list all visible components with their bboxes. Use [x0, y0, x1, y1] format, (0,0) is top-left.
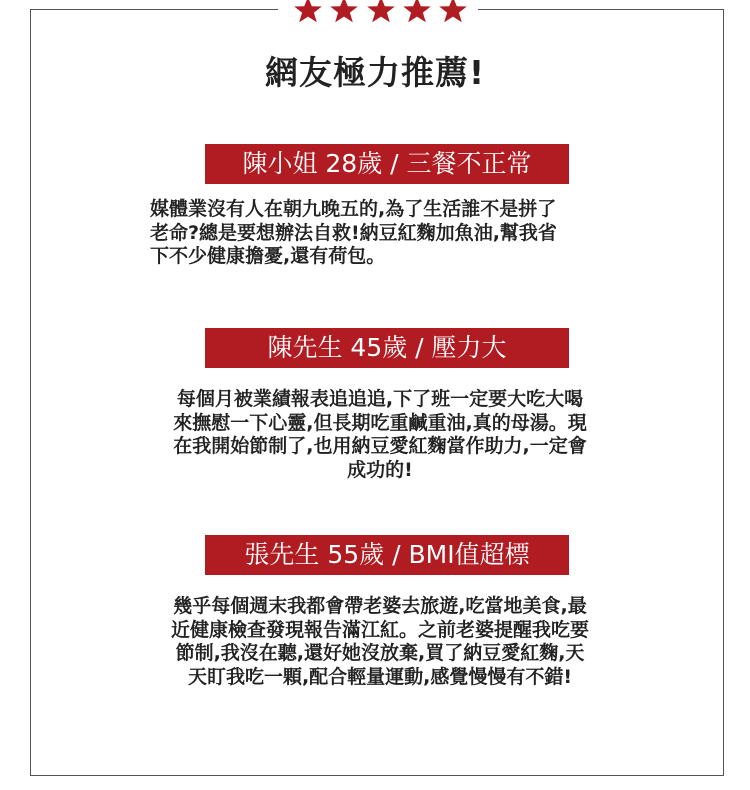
testimonial-badge: 陳小姐 28歲 / 三餐不正常 — [205, 144, 569, 184]
testimonial-text — [150, 198, 610, 269]
testimonial-line: 幾乎每個週末我都會帶老婆去旅遊,吃當地美食,最 — [173, 595, 587, 617]
testimonial-badge: 張先生 55歲 / BMI值超標 — [205, 535, 569, 575]
page-title: 網友極力推薦! — [264, 53, 486, 92]
testimonial-text — [140, 388, 620, 482]
star-icon — [366, 0, 396, 24]
testimonial-line: 下不少健康擔憂,還有荷包。 — [150, 245, 386, 267]
testimonial-line: 在我開始節制了,也用納豆愛紅麴當作助力,一定會 — [173, 435, 587, 457]
star-icon — [329, 0, 359, 24]
star-icon — [438, 0, 468, 24]
testimonial-line: 天盯我吃一顆,配合輕量運動,感覺慢慢有不錯! — [187, 665, 573, 688]
testimonial-line: 節制,我沒在聽,還好她沒放棄,買了納豆愛紅麴,天 — [175, 642, 585, 664]
rating-stars — [293, 0, 468, 22]
testimonial-line: 老命?總是要想辦法自救!納豆紅麴加魚油,幫我省 — [150, 221, 557, 244]
testimonial-line: 每個月被業績報表追追追,下了班一定要大吃大喝 — [176, 388, 584, 410]
testimonial-line: 成功的! — [347, 458, 413, 481]
testimonial-badge: 陳先生 45歲 / 壓力大 — [205, 328, 569, 368]
testimonial-line: 媒體業沒有人在朝九晚五的,為了生活誰不是拼了 — [150, 198, 557, 220]
testimonial-line: 近健康檢查發現報告滿江紅。之前老婆提醒我吃要 — [170, 618, 589, 641]
star-icon — [402, 0, 432, 24]
testimonial-line: 來撫慰一下心靈,但長期吃重鹹重油,真的母湯。現 — [173, 411, 587, 434]
testimonial-text — [140, 595, 620, 689]
star-icon — [293, 0, 323, 24]
